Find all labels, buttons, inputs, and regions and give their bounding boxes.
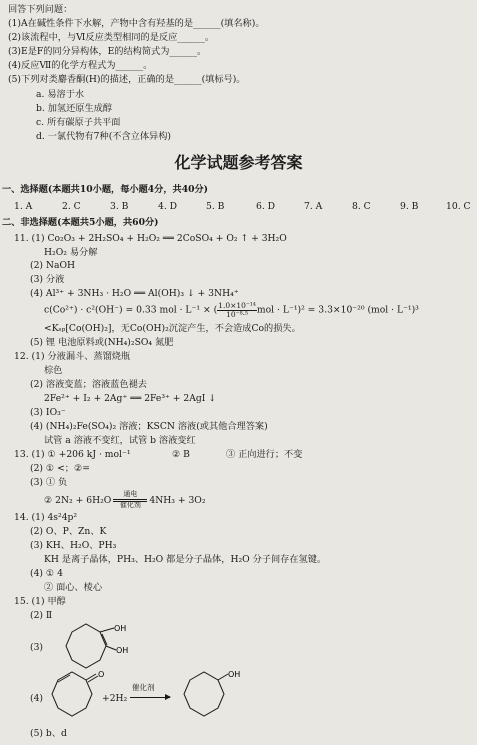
q15-line5: (5) b、d [30, 728, 67, 739]
section2-header: 二、非选择题(本题共5小题，共60分) [2, 217, 159, 228]
bond-line [106, 646, 116, 650]
answer-3: 3. B [110, 201, 129, 212]
q11-denominator: 10⁻⁸·⁵ [226, 309, 248, 319]
o-label: O [98, 670, 105, 679]
q12-line7: 试管 a 溶液不变红，试管 b 溶液变红 [44, 435, 196, 446]
catalyst-label: 催化剂 [132, 683, 155, 692]
question-4: (4)反应Ⅶ的化学方程式为______。 [8, 60, 153, 71]
q15-line1: 15. (1) 甲醇 [14, 596, 66, 607]
q12-line6: (4) (NH₄)₂Fe(SO₄)₂ 溶液；KSCN 溶液(或其他合理答案) [30, 421, 268, 432]
q11-line3: (2) NaOH [30, 260, 75, 271]
q15-line3: (3) [30, 642, 44, 653]
ring-outline [52, 672, 92, 716]
option-d: d. 一氯代物有7种(不含立体异构) [36, 131, 171, 142]
plus-h2: +2H₂ [102, 693, 128, 704]
page-title: 化学试题参考答案 [174, 153, 303, 172]
q12-line4: 2Fe²⁺ + I₂ + 2Ag⁺ ══ 2Fe³⁺ + 2AgI ↓ [44, 393, 217, 404]
answer-9: 9. B [400, 201, 419, 212]
answer-2: 2. C [62, 201, 81, 212]
q13-line1c: ③ 正向进行；不变 [226, 449, 303, 460]
q15-line4: (4) [30, 693, 44, 704]
answer-6: 6. D [256, 201, 276, 212]
oh-label: OH [228, 670, 241, 679]
ring-outline [66, 624, 106, 668]
q13-condition [113, 491, 147, 510]
q11-line2: H₂O₂ 易分解 [44, 247, 98, 258]
q11-line4: (3) 分液 [30, 274, 65, 285]
carbonyl-bond [86, 674, 96, 680]
q13-reactants: ② 2N₂ + 6H₂O [44, 494, 112, 506]
q11-numerator: 1.0×10⁻¹⁴ [218, 301, 256, 310]
q11-expr-left: c(Co²⁺) · c²(OH⁻) = 0.33 mol · L⁻¹ × ( [44, 304, 218, 316]
q15-line2: (2) Ⅱ [30, 610, 53, 621]
reaction-arrow [130, 697, 170, 698]
oh-label-upper: OH [114, 624, 127, 633]
ring-outline [184, 672, 224, 716]
q12-line3: (2) 溶液变蓝；溶液蓝色褪去 [30, 379, 147, 390]
q13-products: 4NH₃ + 3O₂ [149, 494, 206, 506]
q14-line4: KH 是离子晶体，PH₃、H₂O 都是分子晶体，H₂O 分子间存在氢键。 [44, 554, 327, 565]
q14-line5: (4) ① 4 [30, 568, 63, 579]
intro-text: 回答下列问题： [8, 4, 73, 15]
answer-5: 5. B [206, 201, 225, 212]
q14-line2: (2) O、P、Zn、K [30, 526, 107, 537]
question-3: (3)E是F的同分异构体，E的结构简式为______。 [8, 46, 207, 57]
structure-4-product [176, 668, 256, 724]
answer-8: 8. C [352, 201, 371, 212]
question-2: (2)该流程中，与Ⅵ反应类型相同的是反应______。 [8, 32, 215, 43]
question-1: (1)A在碱性条件下水解，产物中含有羟基的是______(填名称)。 [8, 18, 265, 29]
q11-line7: <Kₛₚ[Co(OH)₂]，无Co(OH)₂沉淀产生，不会造成Co的损失。 [44, 323, 301, 334]
option-b: b. 加氢还原生成醇 [36, 103, 113, 114]
q13-condition-bottom: 催化剂 [119, 501, 141, 510]
q13-line1a: 13. (1) ① +206 kJ · mol⁻¹ [14, 449, 131, 460]
oh-label-lower: OH [116, 646, 129, 655]
arrow-head [165, 694, 171, 700]
q13-line1b: ② B [172, 449, 190, 460]
answer-4: 4. D [158, 201, 178, 212]
q14-line3: (3) KH、H₂O、PH₃ [30, 540, 117, 551]
answer-7: 7. A [304, 201, 323, 212]
q11-line8: (5) 锂 电池原料或(NH₄)₂SO₄ 氮肥 [30, 337, 174, 348]
q13-condition-top: 通电 [123, 490, 138, 498]
q11-line1: 11. (1) Co₂O₃ + 2H₂SO₄ + H₂O₂ ══ 2CoSO₄ + O₂ ↑ + 3H₂O [14, 233, 287, 244]
q12-line5: (3) IO₃⁻ [30, 407, 66, 418]
answer-10: 10. C [446, 201, 471, 212]
question-5: (5)下列对类麝香酮(H)的描述，正确的是______(填标号)。 [8, 74, 246, 85]
q11-line5: (4) Al³⁺ + 3NH₃ · H₂O ══ Al(OH)₃ ↓ + 3NH₄⁺ [30, 288, 239, 299]
bond-line [218, 674, 228, 680]
option-a: a. 易溶于水 [36, 89, 85, 100]
q14-line1: 14. (1) 4s²4p² [14, 512, 78, 523]
q11-expr-right: mol · L⁻¹)² = 3.3×10⁻²⁰ (mol · L⁻¹)³ [256, 304, 419, 316]
section1-header: 一、选择题(本题共10小题，每小题4分，共40分) [2, 184, 209, 195]
option-c: c. 所有碳原子共平面 [36, 117, 121, 128]
q12-line1: 12. (1) 分液漏斗、蒸馏烧瓶 [14, 351, 131, 362]
q13-line4 [44, 491, 206, 510]
q12-line2: 棕色 [44, 365, 63, 376]
q14-line6: ② 面心、棱心 [44, 582, 103, 593]
q11-fraction [217, 302, 257, 318]
q11-line6 [44, 302, 419, 318]
q13-line2: (2) ① <；②= [30, 463, 90, 474]
carbonyl-bond [88, 676, 98, 682]
bond-line [100, 628, 114, 632]
q13-line3: (3) ① 负 [30, 477, 68, 488]
answer-1: 1. A [14, 201, 33, 212]
